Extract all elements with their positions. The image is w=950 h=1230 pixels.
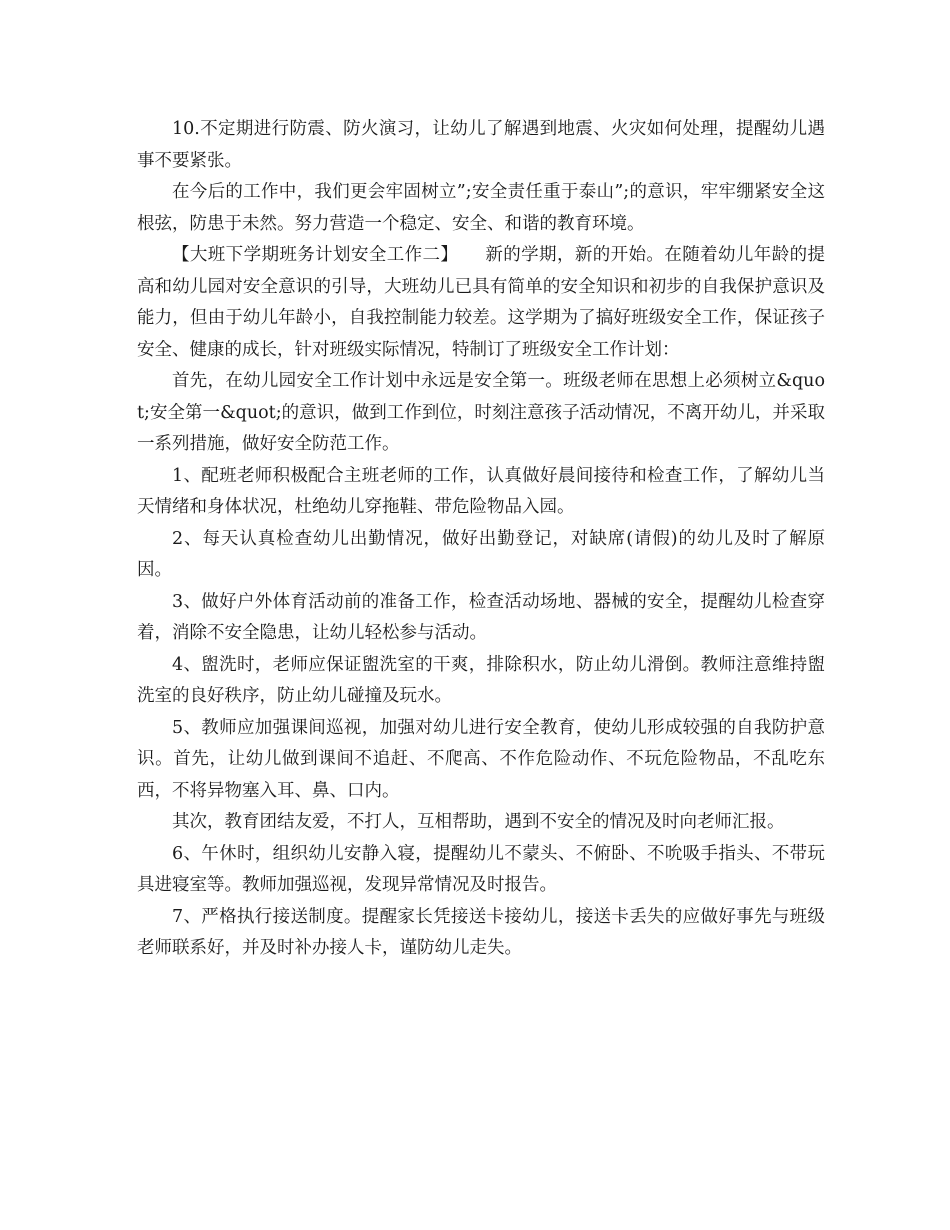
paragraph-1: 10.不定期进行防震、防火演习，让幼儿了解遇到地震、火灾如何处理，提醒幼儿遇事不要紧张。 xyxy=(137,119,825,171)
paragraph-11: 6、午休时，组织幼儿安静入寝，提醒幼儿不蒙头、不俯卧、不吮吸手指头、不带玩具进寝室等。教师加强巡视，发现异常情况及时报告。 xyxy=(137,843,825,895)
paragraph-9: 5、教师应加强课间巡视，加强对幼儿进行安全教育，使幼儿形成较强的自我防护意识。首先，让幼儿做到课间不追赶、不爬高、不作危险动作、不玩危险物品，不乱吃东西，不将异物塞入耳、鼻、口内。 xyxy=(137,717,825,801)
paragraph-5: 1、配班老师积极配合主班老师的工作，认真做好晨间接待和检查工作，了解幼儿当天情绪和身体状况，杜绝幼儿穿拖鞋、带危险物品入园。 xyxy=(137,465,825,517)
document-body xyxy=(137,114,825,965)
paragraph-7: 3、做好户外体育活动前的准备工作，检查活动场地、器械的安全，提醒幼儿检查穿着，消除不安全隐患，让幼儿轻松参与活动。 xyxy=(137,591,825,643)
paragraph-2: 在今后的工作中，我们更会牢固树立”;安全责任重于泰山”;的意识，牢牢绷紧安全这根弦，防患于未然。努力营造一个稳定、安全、和谐的教育环境。 xyxy=(137,182,825,234)
paragraph-8: 4、盥洗时，老师应保证盥洗室的干爽，排除积水，防止幼儿滑倒。教师注意维持盥洗室的良好秩序，防止幼儿碰撞及玩水。 xyxy=(137,654,825,706)
paragraph-6: 2、每天认真检查幼儿出勤情况，做好出勤登记，对缺席(请假)的幼儿及时了解原因。 xyxy=(137,528,825,580)
paragraph-3: 【大班下学期班务计划安全工作二】 新的学期，新的开始。在随着幼儿年龄的提高和幼儿园对安全意识的引导，大班幼儿已具有简单的安全知识和初步的自我保护意识及能力，但由于幼儿年龄小，自我控制能力较差。这学期为了搞好班级安全工作，保证孩子安全、健康的成长，针对班级实际情况，特制订了班级安全工作计划： xyxy=(137,245,825,360)
paragraph-12: 7、严格执行接送制度。提醒家长凭接送卡接幼儿，接送卡丢失的应做好事先与班级老师联系好，并及时补办接人卡，谨防幼儿走失。 xyxy=(137,906,825,958)
paragraph-10: 其次，教育团结友爱，不打人，互相帮助，遇到不安全的情况及时向老师汇报。 xyxy=(172,812,785,832)
paragraph-4: 首先，在幼儿园安全工作计划中永远是安全第一。班级老师在思想上必须树立&quot;安全第一&quot;的意识，做到工作到位，时刻注意孩子活动情况，不离开幼儿，并采取一系列措施，做好安全防范工作。 xyxy=(137,371,825,454)
